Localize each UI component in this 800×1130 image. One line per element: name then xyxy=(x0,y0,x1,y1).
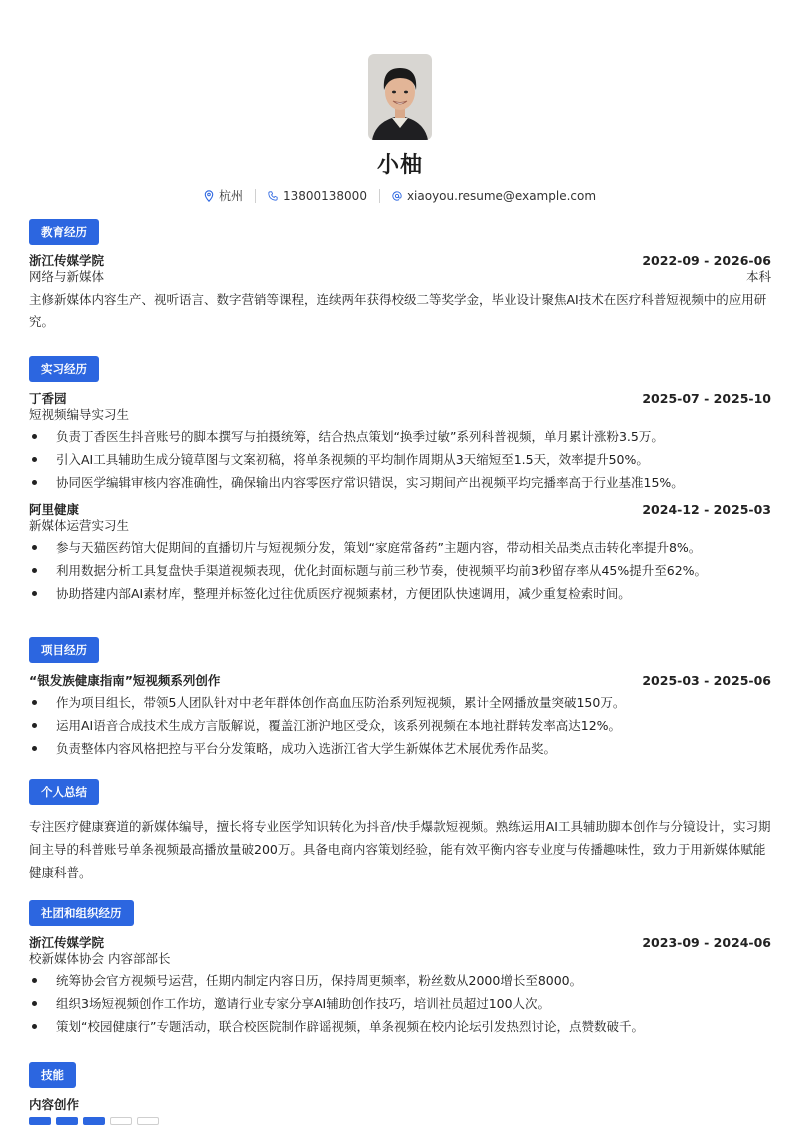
at-sign-icon xyxy=(392,190,402,202)
contact-info xyxy=(0,187,800,204)
list-item: 运用AI语音合成技术生成方言版解说，覆盖江浙沪地区受众，该系列视频在本地社群转发率高达12%。 xyxy=(29,714,771,737)
project-header xyxy=(29,673,771,689)
skills-section xyxy=(29,1062,771,1125)
summary-text: 专注医疗健康赛道的新媒体编导，擅长将专业医学知识转化为抖音/快手爆款短视频。熟练运用AI工具辅助脚本创作与分镜设计，实习期间主导的科普账号单条视频最高播放量破200万。具备电商内容策划经验，能有效平衡内容专业度与传播趣味性，致力于用新媒体赋能健康科普。 xyxy=(29,819,771,880)
club-section xyxy=(29,900,771,1038)
skill-level-segment xyxy=(137,1117,159,1125)
club-header xyxy=(29,935,771,951)
skill-level-segment xyxy=(29,1117,51,1125)
club-org: 浙江传媒学院 xyxy=(29,935,105,950)
skill-level-bar xyxy=(29,1117,771,1125)
company-name: 阿里健康 xyxy=(29,502,80,517)
project-period: 2025-03 - 2025-06 xyxy=(642,673,771,688)
skill-name: 内容创作 xyxy=(29,1097,80,1112)
job-role: 新媒体运营实习生 xyxy=(29,518,130,533)
section-title: 技能 xyxy=(29,1062,76,1088)
job-points xyxy=(29,536,771,605)
job-header xyxy=(29,391,771,407)
club-points xyxy=(29,969,771,1038)
project-points xyxy=(29,691,771,760)
contact-city xyxy=(192,187,255,204)
phone-icon xyxy=(268,190,278,202)
list-item: 策划“校园健康行”专题活动，联合校医院制作辟谣视频，单条视频在校内论坛引发热烈讨论，点赞数破千。 xyxy=(29,1015,771,1038)
club-role: 校新媒体协会 内容部部长 xyxy=(29,951,171,966)
major: 网络与新媒体 xyxy=(29,269,105,284)
skill-level-segment xyxy=(83,1117,105,1125)
contact-phone xyxy=(256,189,379,203)
project-name: “银发族健康指南”短视频系列创作 xyxy=(29,673,221,688)
education-header xyxy=(29,253,771,269)
avatar xyxy=(368,54,432,140)
skill-level-segment xyxy=(56,1117,78,1125)
section-title: 项目经历 xyxy=(29,637,99,663)
job-role: 短视频编导实习生 xyxy=(29,407,130,422)
education-section xyxy=(29,219,771,333)
list-item: 负责丁香医生抖音账号的脚本撰写与拍摄统筹，结合热点策划“换季过敏”系列科普视频，单月累计涨粉3.5万。 xyxy=(29,425,771,448)
email-text: xiaoyou.resume@example.com xyxy=(406,188,597,203)
list-item: 利用数据分析工具复盘快手渠道视频表现，优化封面标题与前三秒节奏，使视频平均前3秒留存率从45%提升至62%。 xyxy=(29,559,771,582)
section-title: 社团和组织经历 xyxy=(29,900,134,926)
section-title: 实习经历 xyxy=(29,356,99,382)
degree: 本科 xyxy=(745,269,771,284)
internship-section xyxy=(29,356,771,605)
job-points xyxy=(29,425,771,494)
education-description: 主修新媒体内容生产、视听语言、数字营销等课程，连续两年获得校级二等奖学金，毕业设计聚焦AI技术在医疗科普短视频中的应用研究。 xyxy=(29,292,767,329)
job-header xyxy=(29,502,771,518)
location-pin-icon xyxy=(204,190,214,202)
list-item: 作为项目组长，带领5人团队针对中老年群体创作高血压防治系列短视频，累计全网播放量突破150万。 xyxy=(29,691,771,714)
education-period: 2022-09 - 2026-06 xyxy=(642,253,771,268)
city-text: 杭州 xyxy=(218,189,243,203)
candidate-name: 小柚 xyxy=(376,153,423,178)
summary-section xyxy=(29,779,771,884)
list-item: 引入AI工具辅助生成分镜草图与文案初稿，将单条视频的平均制作周期从3天缩短至1.5天，效率提升50%。 xyxy=(29,448,771,471)
education-detail xyxy=(29,269,771,285)
club-period: 2023-09 - 2024-06 xyxy=(642,935,771,950)
job-period: 2024-12 - 2025-03 xyxy=(642,502,771,517)
skill-level-segment xyxy=(110,1117,132,1125)
list-item: 负责整体内容风格把控与平台分发策略，成功入选浙江省大学生新媒体艺术展优秀作品奖。 xyxy=(29,737,771,760)
phone-text: 13800138000 xyxy=(282,188,367,203)
company-name: 丁香园 xyxy=(29,391,67,406)
project-section xyxy=(29,637,771,760)
school-name: 浙江传媒学院 xyxy=(29,253,105,268)
section-title: 个人总结 xyxy=(29,779,99,805)
list-item: 协同医学编辑审核内容准确性，确保输出内容零医疗常识错误，实习期间产出视频平均完播率高于行业基准15%。 xyxy=(29,471,771,494)
job-period: 2025-07 - 2025-10 xyxy=(642,391,771,406)
contact-email xyxy=(380,189,608,203)
list-item: 统筹协会官方视频号运营，任期内制定内容日历，保持周更频率，粉丝数从2000增长至8000。 xyxy=(29,969,771,992)
list-item: 组织3场短视频创作工作坊，邀请行业专家分享AI辅助创作技巧，培训社员超过100人次。 xyxy=(29,992,771,1015)
resume-header xyxy=(0,54,800,204)
list-item: 参与天猫医药馆大促期间的直播切片与短视频分发，策划“家庭常备药”主题内容，带动相关品类点击转化率提升8%。 xyxy=(29,536,771,559)
section-title: 教育经历 xyxy=(29,219,99,245)
list-item: 协助搭建内部AI素材库，整理并标签化过往优质医疗视频素材，方便团队快速调用，减少重复检索时间。 xyxy=(29,582,771,605)
